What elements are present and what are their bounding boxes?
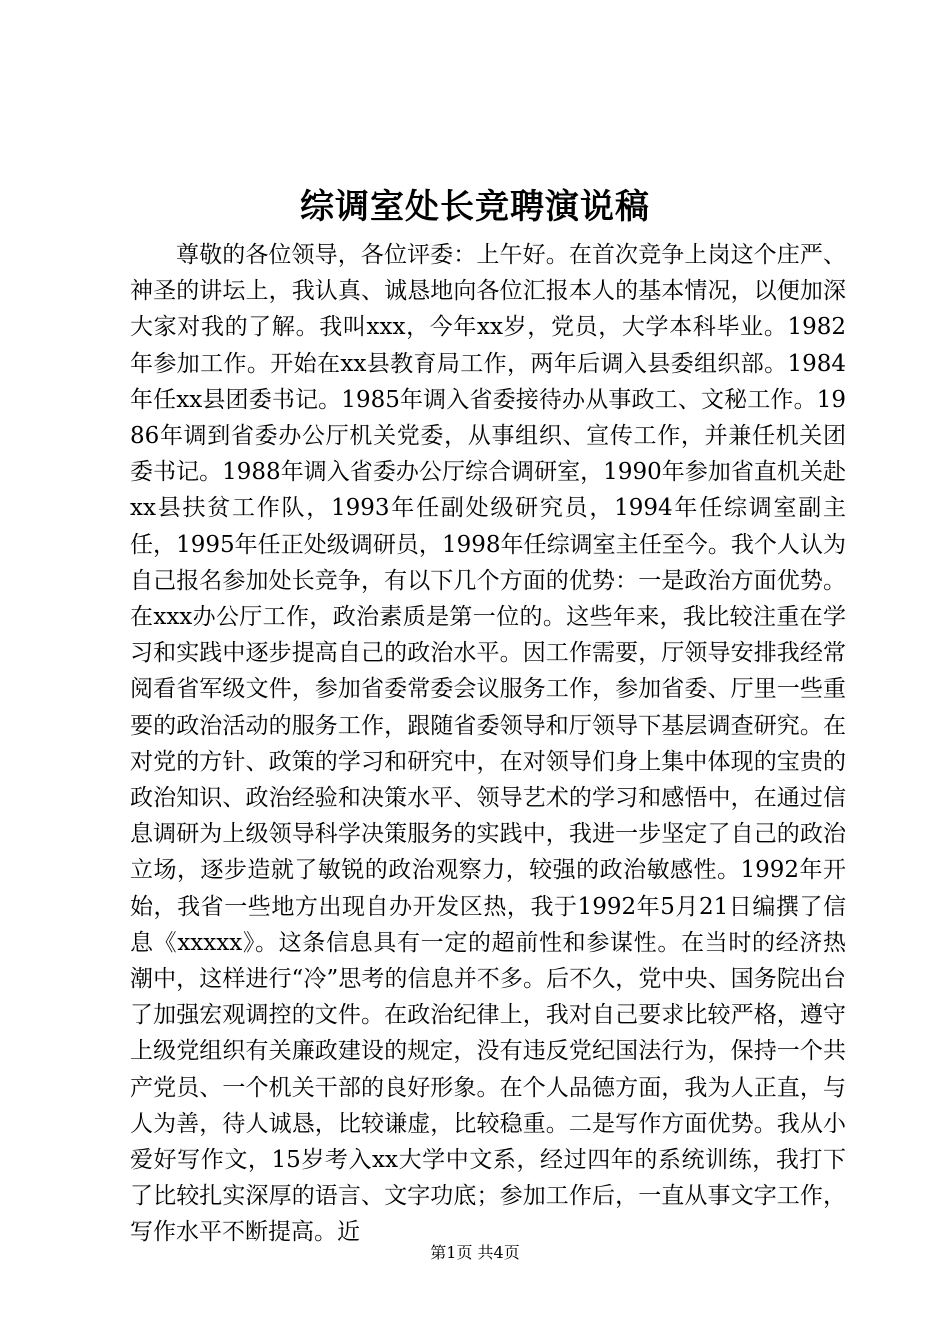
body-paragraph: 尊敬的各位领导，各位评委：上午好。在首次竞争上岗这个庄严、神圣的讲坛上，我认真、诚恳地向各位汇报本人的基本情况，以便加深大家对我的了解。我叫xxx，今年xx岁，党员，大学本科毕业。1982年参加工作。开始在xx县教育局工作，两年后调入县委组织部。1984年任xx县团委书记。1985年调入省委接待办从事政工、文秘工作。1986年调到省委办公厅机关党委，从事组织、宣传工作，并兼任机关团委书记。1988年调入省委办公厅综合调研室，1990年参加省直机关赴xx县扶贫工作队，1993年任副处级研究员，1994年任综调室副主任，1995年任正处级调研员，1998年任综调室主任至今。我个人认为自己报名参加处长竞争，有以下几个方面的优势：一是政治方面优势。在xxx办公厅工作，政治素质是第一位的。这些年来，我比较注重在学习和实践中逐步提高自己的政治水平。因工作需要，厅领导安排我经常阅看省军级文件，参加省委常委会议服务工作，参加省委、厅里一些重要的政治活动的服务工作，跟随省委领导和厅领导下基层调查研究。在对党的方针、政策的学习和研究中，在对领导们身上集中体现的宝贵的政治知识、政治经验和决策水平、领导艺术的学习和感悟中，在通过信息调研为上级领导科学决策服务的实践中，我进一步坚定了自己的政治立场，逐步造就了敏锐的政治观察力，较强的政治敏感性。1992年开始，我省一些地方出现自办开发区热，我于1992年5月21日编撰了信息《xxxxx》。这条信息具有一定的超前性和参谋性。在当时的经济热潮中，这样进行“冷”思考的信息并不多。后不久，党中央、国务院出台了加强宏观调控的文件。在政治纪律上，我对自己要求比较严格，遵守上级党组织有关廉政建设的规定，没有违反党纪国法行为，保持一个共产党员、一个机关干部的良好形象。在个人品德方面，我为人正直，与人为善，待人诚恳，比较谦虚，比较稳重。二是写作方面优势。我从小爱好写作文，15岁考入xx大学中文系，经过四年的系统训练，我打下了比较扎实深厚的语言、文字功底；参加工作后，一直从事文字工作，写作水平不断提高。近 — [130, 242, 846, 1246]
document-title: 综调室处长竞聘演说稿 — [300, 187, 650, 227]
page-footer: 第1页 共4页 — [430, 1243, 520, 1262]
